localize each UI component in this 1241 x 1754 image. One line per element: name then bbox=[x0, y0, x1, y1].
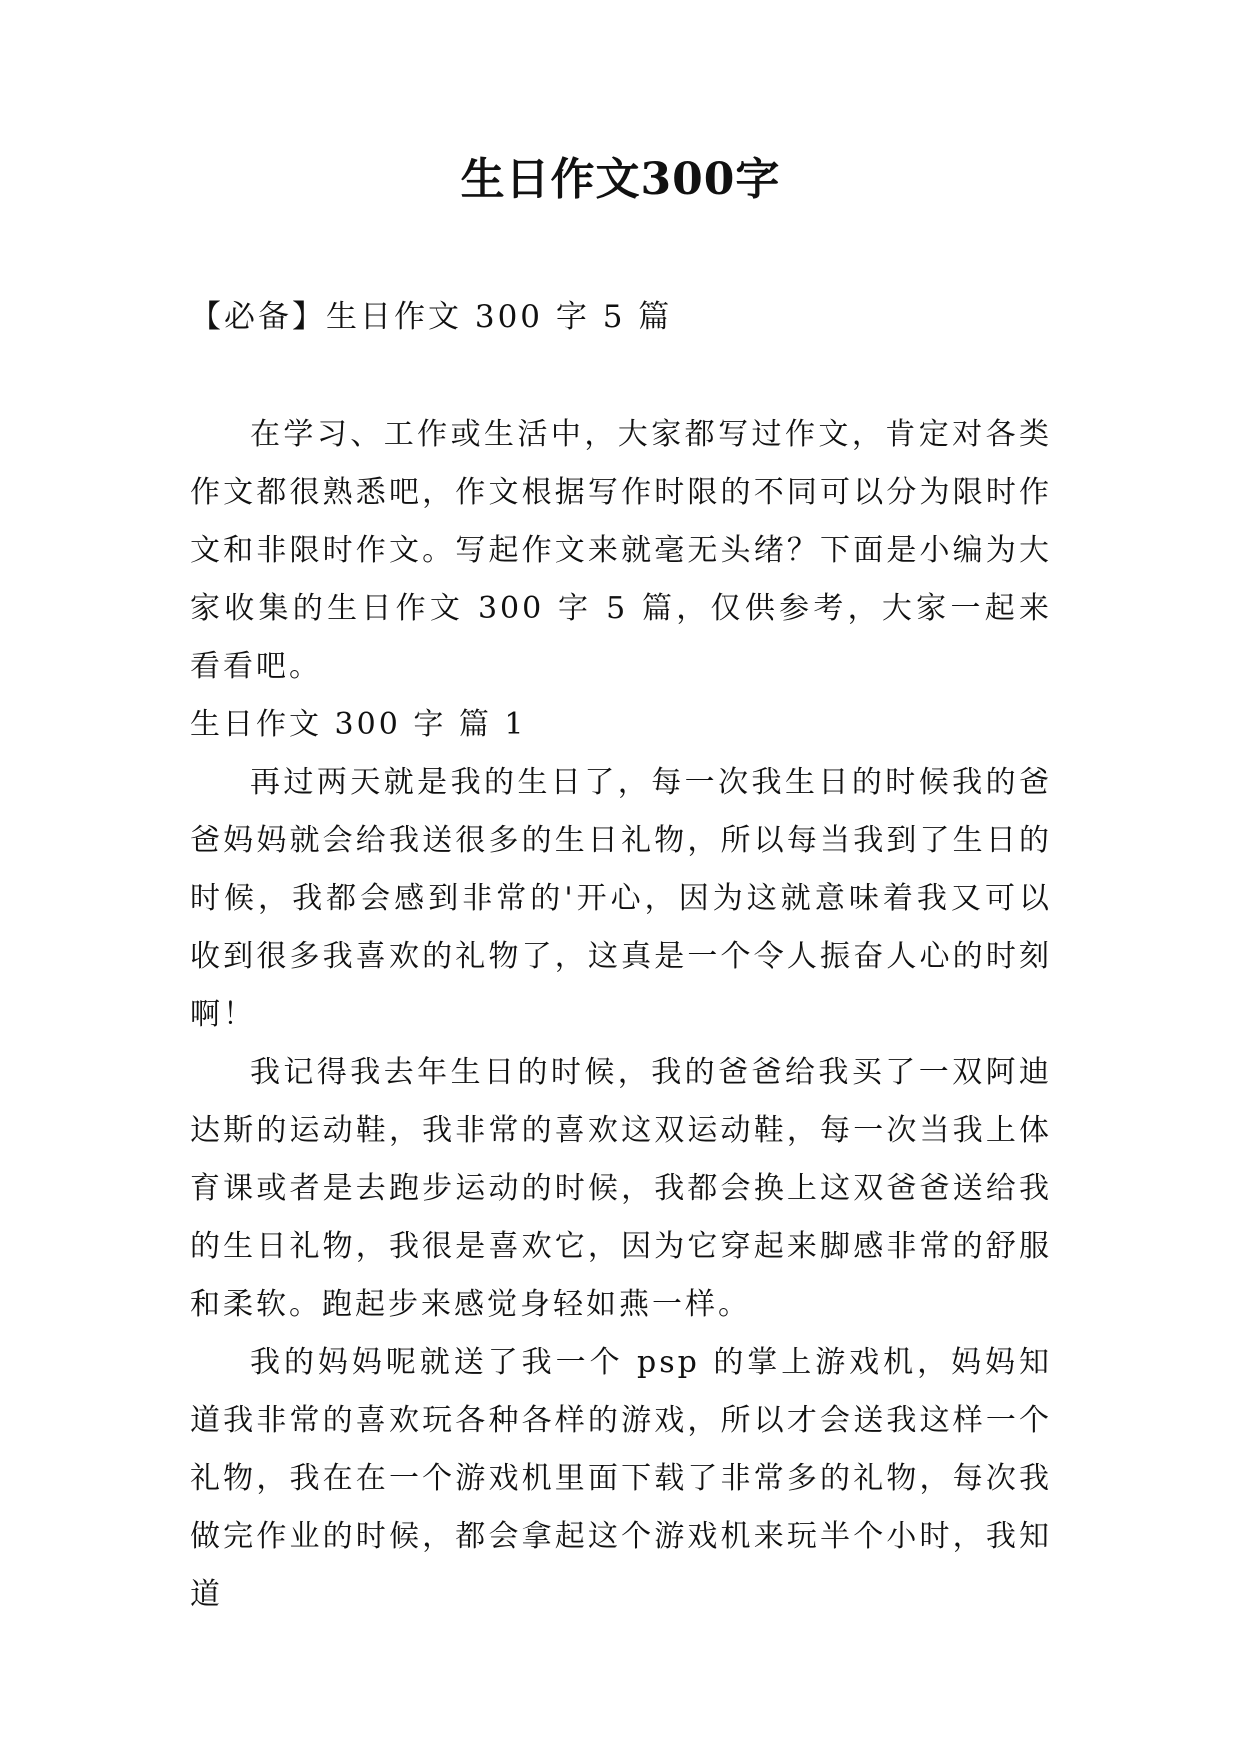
document-body bbox=[190, 406, 1052, 1624]
body-paragraph-3: 我的妈妈呢就送了我一个 psp 的掌上游戏机，妈妈知道我非常的喜欢玩各种各样的游戏，所以才会送我这样一个礼物，我在在一个游戏机里面下载了非常多的礼物，每次我做完作业的时候，都会拿起这个游戏机来玩半个小时，我知道 bbox=[190, 1345, 1052, 1612]
body-paragraph-2: 我记得我去年生日的时候，我的爸爸给我买了一双阿迪达斯的运动鞋，我非常的喜欢这双运动鞋，每一次当我上体育课或者是去跑步运动的时候，我都会换上这双爸爸送给我的生日礼物，我很是喜欢它，因为它穿起来脚感非常的舒服和柔软。跑起步来感觉身轻如燕一样。 bbox=[190, 1055, 1052, 1322]
body-paragraph-1: 再过两天就是我的生日了，每一次我生日的时候我的爸爸妈妈就会给我送很多的生日礼物，所以每当我到了生日的时候，我都会感到非常的'开心，因为这就意味着我又可以收到很多我喜欢的礼物了，这真是一个令人振奋人心的时刻啊！ bbox=[190, 765, 1052, 1032]
section-heading: 生日作文 300 字 篇 1 bbox=[190, 707, 527, 742]
intro-paragraph: 在学习、工作或生活中，大家都写过作文，肯定对各类作文都很熟悉吧，作文根据写作时限的不同可以分为限时作文和非限时作文。写起作文来就毫无头绪？下面是小编为大家收集的生日作文 300 字 5 篇，仅供参考，大家一起来看看吧。 bbox=[190, 417, 1052, 684]
document-title: 生日作文300字 bbox=[460, 154, 781, 205]
document-subtitle: 【必备】生日作文 300 字 5 篇 bbox=[190, 299, 673, 335]
